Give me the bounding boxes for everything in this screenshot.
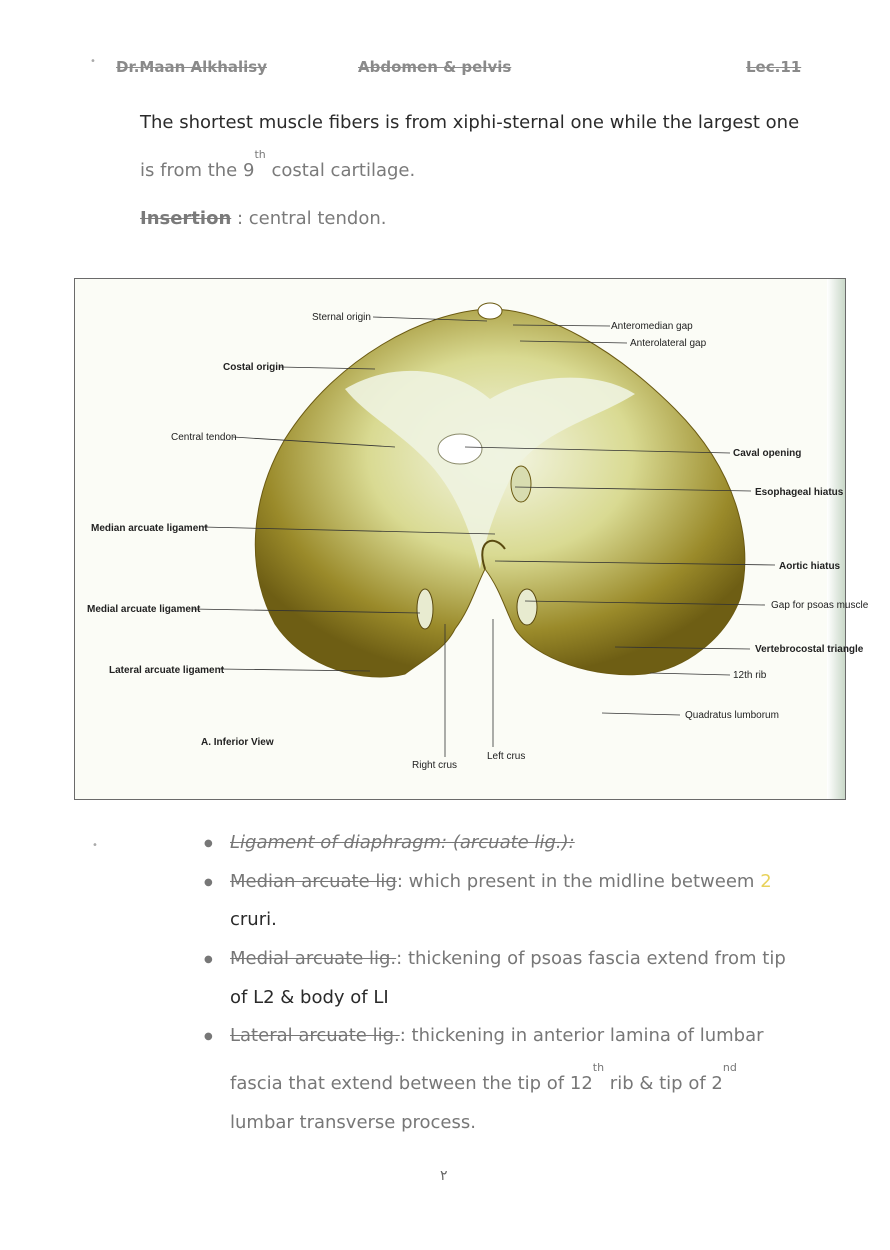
p2-superscript: th	[254, 148, 266, 161]
medial-arcuate-desc: : thickening of psoas fascia extend from tip	[396, 948, 786, 969]
lateral-arcuate-desc: : thickening in anterior lamina of lumbar	[399, 1025, 764, 1046]
label-sternal-origin: Sternal origin	[312, 312, 371, 323]
median-arcuate-line2: cruri.	[230, 909, 277, 930]
bullet-median-arcuate	[230, 871, 772, 892]
label-caval-opening: Caval opening	[733, 448, 802, 459]
bullet-lateral-arcuate	[230, 1025, 764, 1046]
paragraph-fibers: The shortest muscle fibers is from xiphi-sternal one while the largest one	[140, 112, 800, 133]
sternal-notch	[478, 303, 502, 319]
median-arcuate-term: Median arcuate lig	[230, 871, 397, 892]
insertion-text: : central tendon.	[231, 208, 387, 229]
caval-opening-shape	[438, 434, 482, 464]
page-number: ٢	[440, 1168, 448, 1184]
paragraph-insertion	[140, 208, 386, 229]
right-psoas-arch	[417, 589, 433, 629]
label-12th-rib: 12th rib	[733, 670, 767, 681]
label-lateral-arcuate: Lateral arcuate ligament	[109, 665, 225, 676]
median-arcuate-desc: : which present in the midline betweem	[396, 871, 761, 892]
label-central-tendon: Central tendon	[171, 432, 237, 443]
left-psoas-arch	[517, 589, 537, 625]
diaphragm-illustration	[75, 279, 869, 799]
lateral-arcuate-line3: lumbar transverse process.	[230, 1112, 476, 1133]
header-lecture: Lec.11	[746, 58, 802, 76]
medial-arcuate-term: Medial arcuate lig.	[230, 948, 397, 969]
label-vertebrocostal: Vertebrocostal triangle	[755, 644, 864, 655]
label-anterolateral-gap: Anterolateral gap	[630, 338, 707, 349]
figure-caption: A. Inferior View	[201, 737, 274, 748]
esophageal-hiatus-shape	[511, 466, 531, 502]
label-esophageal-hiatus: Esophageal hiatus	[755, 487, 844, 498]
diaphragm-figure	[74, 278, 869, 800]
p2-text-a: is from the 9	[140, 160, 255, 181]
lateral-sup-2: nd	[722, 1061, 737, 1074]
bullet-dot-2: ●	[204, 877, 213, 888]
bullet-dot-4: ●	[204, 1031, 213, 1042]
label-anteromedian-gap: Anteromedian gap	[611, 321, 693, 332]
medial-arcuate-line2: of L2 & body of LI	[230, 987, 389, 1008]
lateral-line2-b: rib & tip of 2	[604, 1073, 723, 1094]
bullet-dot-1: ●	[204, 838, 213, 849]
label-quadratus: Quadratus lumborum	[685, 710, 779, 721]
label-right-crus: Right crus	[412, 760, 458, 771]
label-gap-psoas: Gap for psoas muscle	[771, 600, 869, 611]
bullet-medial-arcuate	[230, 948, 786, 969]
lateral-sup-1: th	[592, 1061, 605, 1074]
bullet-dot-3: ●	[204, 954, 213, 965]
lateral-line2-a: fascia that extend between the tip of 12	[230, 1073, 593, 1094]
header-title: Abdomen & pelvis	[358, 58, 512, 76]
lateral-arcuate-line2	[230, 1061, 737, 1094]
label-left-crus: Left crus	[487, 751, 526, 762]
label-aortic-hiatus: Aortic hiatus	[779, 561, 841, 572]
median-arcuate-number: 2	[760, 871, 772, 892]
lateral-arcuate-term: Lateral arcuate lig.	[230, 1025, 400, 1046]
scan-mark: •	[90, 56, 96, 67]
insertion-label: Insertion	[140, 208, 232, 229]
header-author: Dr.Maan Alkhalisy	[116, 58, 267, 76]
scan-mark-2: •	[92, 840, 98, 851]
scan-edge	[827, 279, 845, 799]
label-costal-origin: Costal origin	[223, 362, 285, 373]
p2-text-b: costal cartilage.	[265, 160, 416, 181]
label-medial-arcuate: Medial arcuate ligament	[87, 604, 201, 615]
paragraph-costal	[140, 148, 416, 181]
bullet-ligaments-heading: Ligament of diaphragm: (arcuate lig.):	[230, 832, 575, 853]
label-median-arcuate: Median arcuate ligament	[91, 523, 208, 534]
